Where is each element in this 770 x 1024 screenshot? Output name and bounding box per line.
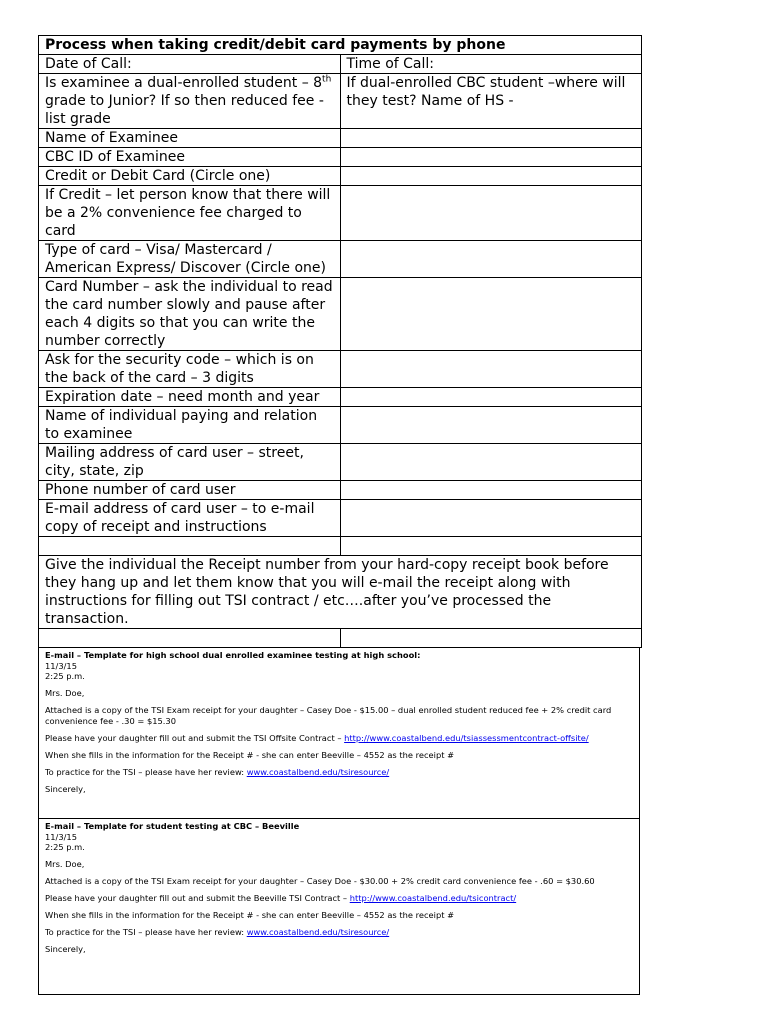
security-code-label: Ask for the security code – which is on the back of the card – 3 digits <box>39 351 341 388</box>
dual-enrolled-question <box>39 74 341 129</box>
email-hs-closing: Sincerely, <box>45 783 86 794</box>
email-cbc-heading: E-mail – Template for student testing at CBC – Beeville <box>45 821 300 831</box>
email-cbc-body-3: When she fills in the information for the Receipt # - she can enter Beeville – 4552 as the receipt # <box>45 910 455 920</box>
card-number-field[interactable] <box>340 278 642 351</box>
name-of-examinee-field[interactable] <box>340 129 642 148</box>
credit-or-debit-label: Credit or Debit Card (Circle one) <box>39 167 341 186</box>
email-hs-body-4 <box>45 767 633 778</box>
dual-enrolled-test-location: If dual-enrolled CBC student –where will they test? Name of HS - <box>340 74 642 129</box>
cbc-id-field[interactable] <box>340 148 642 167</box>
tsi-resource-link[interactable]: www.coastalbend.edu/tsiresource/ <box>246 766 390 777</box>
card-type-label: Type of card – Visa/ Mastercard / American Express/ Discover (Circle one) <box>39 241 341 278</box>
credit-or-debit-field[interactable] <box>340 167 642 186</box>
email-cbc-date: 11/3/15 <box>45 831 77 842</box>
convenience-fee-label: If Credit – let person know that there will be a 2% convenience fee charged to card <box>39 186 341 241</box>
email-hs-date: 11/3/15 <box>45 660 77 671</box>
email-hs-body-2-text: Please have your daughter fill out and submit the TSI Offsite Contract – <box>45 732 345 743</box>
email-hs-salutation: Mrs. Doe, <box>45 688 85 698</box>
email-cbc-salutation: Mrs. Doe, <box>45 859 85 869</box>
receipt-note: Give the individual the Receipt number from your hard-copy receipt book before they hang up and let them know that you will e-mail the receipt along with instructions for filling out TSI contract / etc….after you’ve processed the transaction. <box>39 556 642 629</box>
beeville-contract-link[interactable]: http://www.coastalbend.edu/tsicontract/ <box>349 893 517 903</box>
email-cbc-body-4-text: To practice for the TSI – please have her review: <box>45 927 247 937</box>
email-cbc-body-1: Attached is a copy of the TSI Exam receipt for your daughter – Casey Doe - $30.00 + 2% credit card convenience fee - .60 = $30.60 <box>45 876 595 886</box>
email-hs-heading: E-mail – Template for high school dual enrolled examinee testing at high school: <box>45 650 421 660</box>
phone-number-label: Phone number of card user <box>39 481 341 500</box>
email-hs-body-2 <box>45 733 633 744</box>
email-cbc-time: 2:25 p.m. <box>45 842 85 852</box>
card-number-label: Card Number – ask the individual to read the card number slowly and pause after each 4 digits so that you can write the number correctly <box>39 278 341 351</box>
mailing-address-field[interactable] <box>340 444 642 481</box>
email-cbc-body-2-text: Please have your daughter fill out and submit the Beeville TSI Contract – <box>45 893 350 903</box>
security-code-field[interactable] <box>340 351 642 388</box>
email-hs-body-1: Attached is a copy of the TSI Exam receipt for your daughter – Casey Doe - $15.00 – dual enrolled student reduced fee + 2% credit card convenience fee - .30 = $15.30 <box>45 705 612 726</box>
blank-row-right <box>340 537 642 556</box>
expiration-date-label: Expiration date – need month and year <box>39 388 341 407</box>
email-hs-time: 2:25 p.m. <box>45 671 85 681</box>
document <box>38 35 642 995</box>
email-cbc-closing: Sincerely, <box>45 944 86 954</box>
email-cbc-body-4 <box>45 927 633 938</box>
card-type-field[interactable] <box>340 241 642 278</box>
name-of-examinee-label: Name of Examinee <box>39 129 341 148</box>
email-address-label: E-mail address of card user – to e-mail copy of receipt and instructions <box>39 500 341 537</box>
blank-row-left <box>39 537 341 556</box>
form-title: Process when taking credit/debit card payments by phone <box>39 36 642 55</box>
payment-process-form <box>38 35 642 648</box>
email-cbc-body-2 <box>45 893 633 904</box>
email-template-high-school <box>38 648 640 819</box>
payer-name-label: Name of individual paying and relation to examinee <box>39 407 341 444</box>
offsite-contract-link[interactable]: http://www.coastalbend.edu/tsiassessmentcontract-offsite/ <box>344 732 589 743</box>
email-template-cbc-beeville <box>38 819 640 995</box>
phone-number-field[interactable] <box>340 481 642 500</box>
email-address-field[interactable] <box>340 500 642 537</box>
date-of-call-label: Date of Call: <box>39 55 341 74</box>
cbc-id-label: CBC ID of Examinee <box>39 148 341 167</box>
email-hs-body-3: When she fills in the information for the Receipt # - she can enter Beeville – 4552 as the receipt # <box>45 749 455 760</box>
blank-row-left-2 <box>39 629 341 648</box>
dual-question-text-1: Is examinee a dual-enrolled student – 8 <box>45 75 323 91</box>
convenience-fee-field[interactable] <box>340 186 642 241</box>
email-hs-body-4-text: To practice for the TSI – please have her review: <box>45 766 247 777</box>
dual-question-sup: th <box>322 74 332 85</box>
expiration-date-field[interactable] <box>340 388 642 407</box>
time-of-call-label: Time of Call: <box>340 55 642 74</box>
payer-name-field[interactable] <box>340 407 642 444</box>
mailing-address-label: Mailing address of card user – street, city, state, zip <box>39 444 341 481</box>
blank-row-right-2 <box>340 629 642 648</box>
tsi-resource-link-2[interactable]: www.coastalbend.edu/tsiresource/ <box>246 927 390 937</box>
dual-question-text-2: grade to Junior? If so then reduced fee - list grade <box>45 93 324 127</box>
